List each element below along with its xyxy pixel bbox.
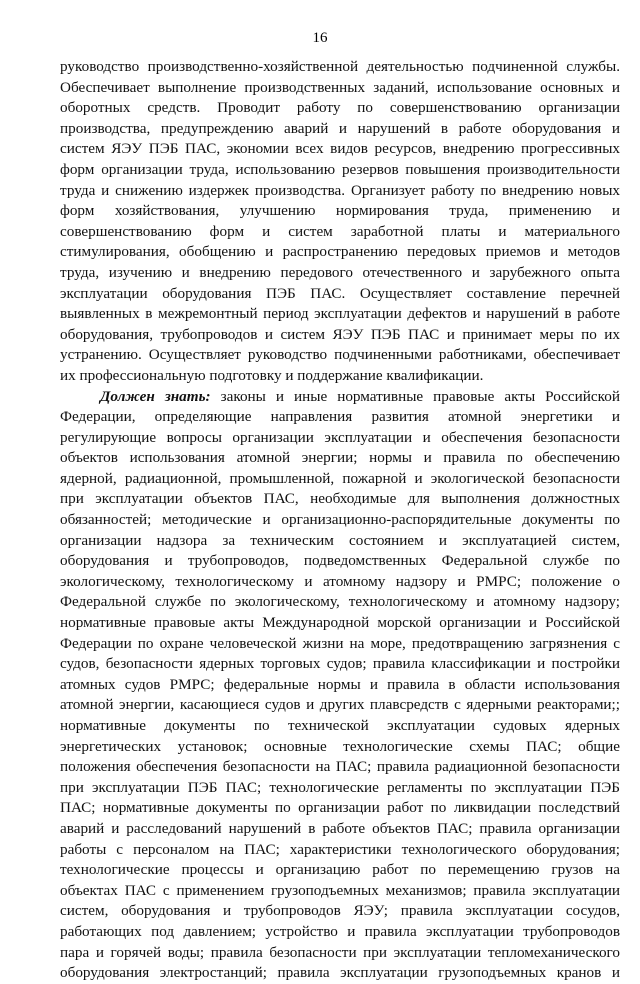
text-line: эксплуатации оборудования ПЭБ ПАС. Осуществляет составление перечней bbox=[60, 284, 620, 302]
text-line: оборудования, трубопроводов и систем ЯЭУ ПЭБ ПАС и принимает меры по их bbox=[60, 325, 620, 343]
text-line: экологическому, технологическому и атомному надзору и РМРС; положение о bbox=[60, 572, 620, 590]
text-line: Обеспечивает выполнение производственных заданий, использование основных и bbox=[60, 78, 620, 96]
text-line: ПАС; нормативные документы по организации работ по ликвидации последствий bbox=[60, 799, 620, 817]
text-line: объектов использования атомной энергии; нормы и правила по обеспечению bbox=[60, 449, 620, 467]
text-line: устранению. Осуществляет руководство подчиненными работниками, обеспечивает bbox=[60, 346, 620, 364]
text-line: систем, оборудования и трубопроводов ЯЭУ; правила эксплуатации сосудов, bbox=[60, 902, 620, 920]
text-line: оборудования и трубопроводов, подведомственных Федеральной службе по bbox=[60, 552, 620, 570]
text-line: обязанностей; методические и организационно-распорядительные документы по bbox=[60, 511, 620, 529]
text-line: Федеральной службе по экологическому, технологическому и атомному надзору; bbox=[60, 593, 620, 611]
text-line: положения обеспечения безопасности на ПАС; правила радиационной безопасности bbox=[60, 758, 620, 776]
text-line: судов, безопасности ядерных торговых судов; правила классификации и постройки bbox=[60, 655, 620, 673]
text-line: форм организации труда, использованию резервов повышения производительности bbox=[60, 160, 620, 178]
page-number: 16 bbox=[312, 30, 328, 46]
text-line: руководство производственно-хозяйственной деятельностью подчиненной службы. bbox=[60, 58, 620, 75]
text-line: оборотных средств. Проводит работу по совершенствованию организации bbox=[60, 99, 620, 117]
text-line: ядерной, радиационной, промышленной, пожарной и экологической безопасности bbox=[60, 469, 620, 487]
text-line: энергетических установок; основные технологические схемы ПАС; общие bbox=[60, 737, 620, 755]
text-line: их профессиональную подготовку и поддержание квалификации. bbox=[60, 366, 484, 384]
text-line: производства, предупреждению аварий и нарушений в работе оборудования и bbox=[60, 119, 620, 137]
text-line: технологические процессы и организацию работ по перемещению грузов на bbox=[60, 861, 620, 879]
text-line: объектах ПАС с применением грузоподъемных механизмов; правила эксплуатации bbox=[60, 881, 620, 899]
text-line: стимулирования, обобщению и распространению передовых приемов и методов bbox=[60, 243, 620, 261]
text-line: работы с персоналом на ПАС; характеристики технологического оборудования; bbox=[60, 840, 620, 858]
text-line: форм хозяйствования, улучшению нормирования труда, применению и bbox=[60, 202, 620, 220]
text-line: аварий и расследований нарушений в работе объектов ПАС; правила организации bbox=[60, 819, 620, 837]
paragraph-must-know bbox=[60, 387, 620, 984]
text-line: атомных судов РМРС; федеральные нормы и правила в области использования bbox=[60, 675, 620, 693]
text-line: нормативные правовые акты Международной морской организации и Российской bbox=[60, 614, 620, 632]
text-line: организации надзора за техническим состоянием и эксплуатацией систем, bbox=[60, 531, 620, 549]
text-line: труда, изучению и внедрению передового отечественного и зарубежного опыта bbox=[60, 263, 620, 281]
must-know-heading: Должен знать: bbox=[100, 387, 211, 405]
text-line: пара и горячей воды; правила безопасности при эксплуатации тепломеханического bbox=[60, 943, 620, 961]
text-line: при эксплуатации ПЭБ ПАС; технологические регламенты по эксплуатации ПЭБ bbox=[60, 778, 620, 796]
must-know-first-line: законы и иные нормативные правовые акты Российской bbox=[210, 387, 620, 405]
text-line: оборудования электростанций; правила эксплуатации грузоподъемных кранов и bbox=[60, 964, 620, 982]
paragraph-responsibilities bbox=[60, 57, 620, 387]
text-line: совершенствованию форм и систем заработной платы и материального bbox=[60, 222, 620, 240]
text-line: работающих под давлением; устройство и правила эксплуатации трубопроводов bbox=[60, 922, 620, 940]
text-line: регулирующие вопросы организации эксплуатации и обеспечения безопасности bbox=[60, 428, 620, 446]
text-line bbox=[60, 387, 620, 408]
text-line: выявленных в межремонтный период эксплуатации дефектов и нарушений в работе bbox=[60, 305, 620, 323]
text-line: при эксплуатации объектов ПАС, необходимые для выполнения должностных bbox=[60, 490, 620, 508]
text-line: Федерации, определяющие направления развития атомной энергетики и bbox=[60, 408, 620, 426]
text-line: атомной энергии, касающиеся судов и других плавсредств с ядерными реакторами;; bbox=[60, 696, 620, 714]
text-line: труда и снижению издержек производства. Организует работу по внедрению новых bbox=[60, 181, 620, 199]
text-line: нормативные документы по технической эксплуатации судовых ядерных bbox=[60, 717, 620, 734]
text-line: Федерации по охране человеческой жизни на море, предотвращению загрязнения с bbox=[60, 634, 620, 652]
text-line: систем ЯЭУ ПЭБ ПАС, экономии всех видов ресурсов, внедрению прогрессивных bbox=[60, 140, 620, 158]
document-body bbox=[60, 57, 620, 984]
